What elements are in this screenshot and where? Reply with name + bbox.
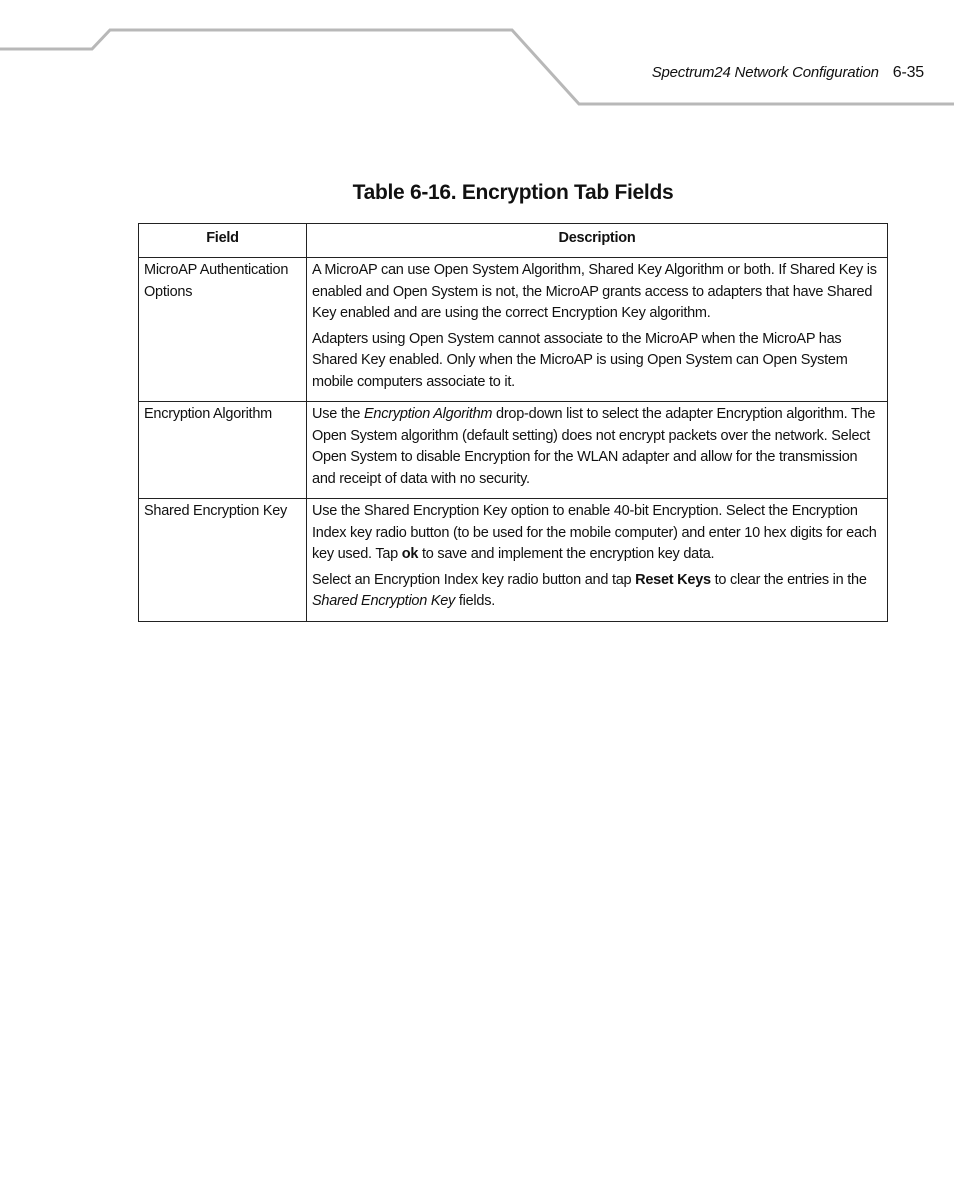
field-name: Encryption Algorithm bbox=[139, 402, 307, 499]
table-row bbox=[139, 258, 888, 402]
table-row bbox=[139, 499, 888, 622]
encryption-fields-table bbox=[138, 223, 888, 622]
description-paragraph bbox=[312, 404, 882, 490]
running-head bbox=[652, 64, 924, 82]
field-description bbox=[307, 499, 888, 622]
description-paragraph bbox=[312, 570, 882, 613]
description-paragraph: Adapters using Open System cannot associate to the MicroAP when the MicroAP has Shared Key enabled. Only when the MicroAP is using Open System can Open System mobile computers associate to it. bbox=[312, 330, 848, 390]
text-run: Use the bbox=[312, 406, 364, 422]
field-description bbox=[307, 402, 888, 499]
bold-term-reset-keys: Reset Keys bbox=[635, 571, 711, 588]
header-rule bbox=[0, 0, 954, 110]
field-name: MicroAP Authentication Options bbox=[139, 258, 307, 402]
table-row bbox=[139, 402, 888, 499]
section-title: Spectrum24 Network Configuration bbox=[651, 64, 879, 81]
field-name: Shared Encryption Key bbox=[139, 499, 307, 622]
table-caption: Table 6-16. Encryption Tab Fields bbox=[352, 181, 674, 204]
description-paragraph bbox=[312, 501, 882, 566]
italic-term: Shared Encryption Key bbox=[312, 593, 456, 609]
italic-term: Encryption Algorithm bbox=[364, 406, 493, 422]
bold-term-ok: ok bbox=[401, 546, 419, 562]
page-number: 6-35 bbox=[892, 64, 924, 81]
text-run: to save and implement the encryption key data. bbox=[418, 546, 715, 562]
column-header-description: Description bbox=[307, 224, 888, 258]
text-run: drop-down list to select the adapter Encryption algorithm. The Open System algorithm (default setting) does not encrypt packets over the network. Select Open System to disable Encryption for the WLAN adapter and allow for the transmission and receipt of data with no security. bbox=[312, 406, 876, 487]
description-paragraph: A MicroAP can use Open System Algorithm, Shared Key Algorithm or both. If Shared Key is enabled and Open System is not, the MicroAP grants access to adapters that have Shared Key enabled and are using the correct Encryption Key algorithm. bbox=[312, 262, 877, 321]
column-header-field: Field bbox=[139, 224, 307, 258]
text-run: Select an Encryption Index key radio button and tap bbox=[312, 571, 636, 588]
field-description bbox=[307, 258, 888, 402]
text-run: Use the Shared Encryption Key option to enable 40-bit Encryption. Select the Encryption Index key radio button (to be used for the mobile computer) and enter 10 hex digits for each key used. Tap bbox=[312, 503, 877, 562]
table-header-row bbox=[139, 224, 888, 258]
text-run: fields. bbox=[455, 593, 495, 609]
text-run: to clear the entries in the bbox=[710, 571, 867, 588]
